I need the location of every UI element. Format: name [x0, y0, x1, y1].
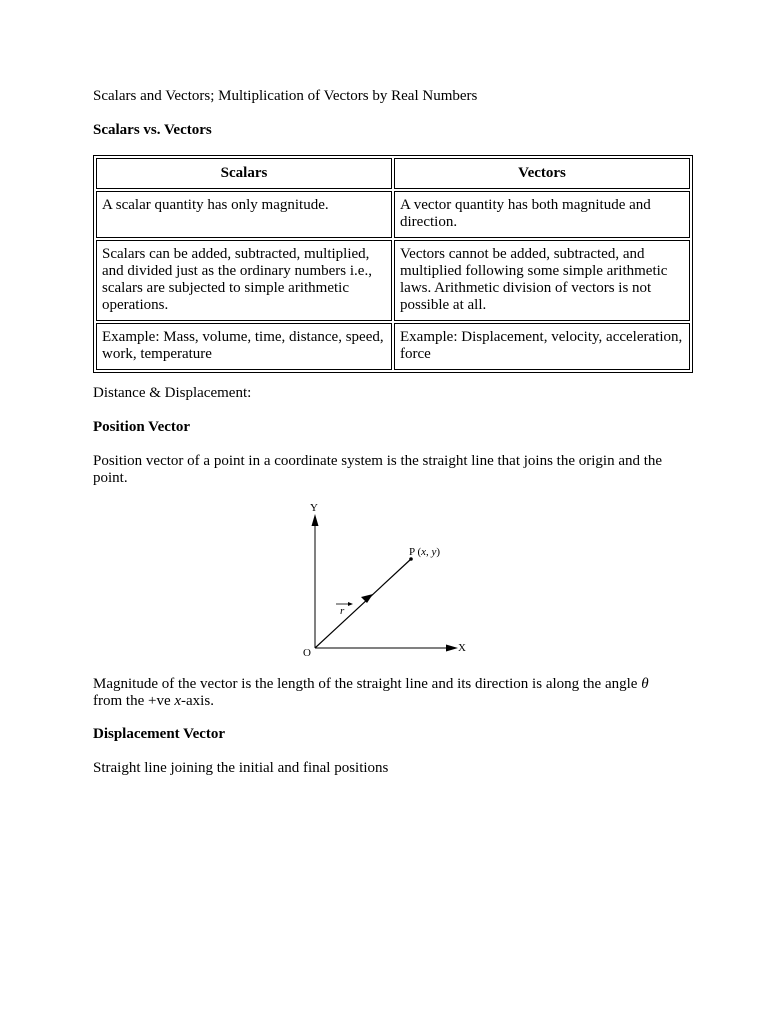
displacement-text: Straight line joining the initial and final positions [93, 760, 389, 776]
heading-displacement-vector: Displacement Vector [93, 726, 226, 742]
x-axis-label: X [458, 642, 466, 654]
table-cell: Scalars can be added, subtracted, multiplied, and divided just as the ordinary numbers i.e., scalars are subjected to simple arithmetic operations. [96, 240, 392, 321]
origin-label: O [303, 647, 311, 659]
heading-position-vector: Position Vector [93, 419, 191, 435]
y-axis-arrowhead [312, 514, 319, 526]
table-row [96, 191, 690, 238]
position-vector-diagram [298, 498, 478, 663]
distance-displacement-line: Distance & Displacement: [93, 385, 252, 401]
r-arrow-head [348, 602, 353, 606]
table-header-row [96, 158, 690, 189]
theta-symbol: θ [641, 676, 649, 692]
position-vector-line [315, 559, 411, 648]
table-cell: Example: Mass, volume, time, distance, speed, work, temperature [96, 323, 392, 370]
table-row [96, 323, 690, 370]
magnitude-text-line1: Magnitude of the vector is the length of the straight line and its direction is along the angle θ [93, 676, 649, 692]
table-cell: A scalar quantity has only magnitude. [96, 191, 392, 238]
magnitude-text-line2: from the +ve x-axis. [93, 693, 214, 709]
table-row [96, 240, 690, 321]
y-axis-label: Y [310, 502, 318, 514]
table-cell: Example: Displacement, velocity, acceleration, force [394, 323, 690, 370]
table-header-vectors: Vectors [394, 158, 690, 189]
position-vector-text: Position vector of a point in a coordinate system is the straight line that joins the origin and the point. [93, 453, 663, 486]
table-cell: A vector quantity has both magnitude and direction. [394, 191, 690, 238]
vector-arrowhead [361, 594, 373, 603]
x-axis-arrowhead [446, 645, 458, 652]
heading-scalars-vs-vectors: Scalars vs. Vectors [93, 122, 212, 138]
document-title: Scalars and Vectors; Multiplication of Vectors by Real Numbers [93, 88, 478, 104]
scalars-vectors-table [93, 155, 693, 373]
table-cell: Vectors cannot be added, subtracted, and multiplied following some simple arithmetic laws. Arithmetic division of vectors is not possible at all. [394, 240, 690, 321]
point-p-label: P (x, y) [409, 546, 441, 558]
table-header-scalars: Scalars [96, 158, 392, 189]
vector-r-label: r [340, 605, 345, 617]
